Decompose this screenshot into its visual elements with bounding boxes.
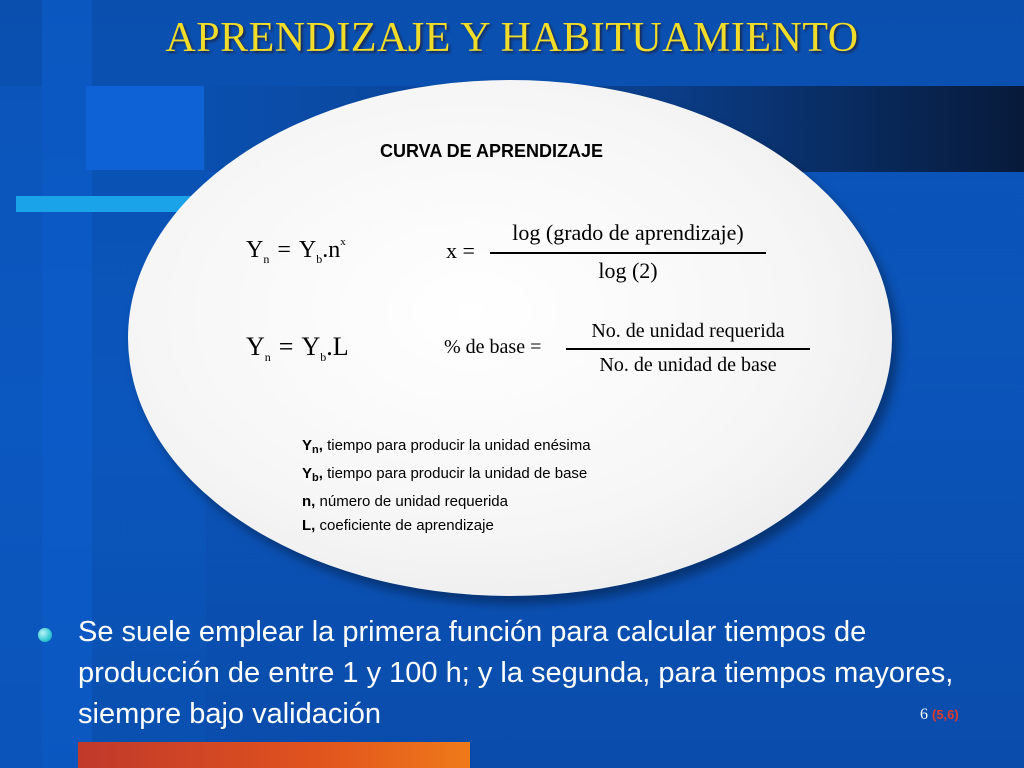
legend-item: $Y_n$, tiempo para producir la unidad enésima xyxy=(302,437,591,456)
frac2-denominator: No. de unidad de base xyxy=(599,354,777,376)
bullet-icon xyxy=(38,628,52,642)
frac2-divider xyxy=(566,348,810,350)
frac1-divider xyxy=(490,252,766,254)
legend-item: L, coeficiente de aprendizaje xyxy=(302,517,494,534)
eq2-equals: = xyxy=(278,332,294,361)
eq2-rhs-tail: .L xyxy=(326,332,349,361)
eq2-rhs: Y xyxy=(301,332,321,361)
equation-power-form xyxy=(246,236,346,267)
legend-item: n, número de unidad requerida xyxy=(302,493,508,510)
frac1-lhs: x = xyxy=(446,238,475,263)
eq1-rhs-sub: b xyxy=(316,252,323,266)
frac2-numerator: No. de unidad requerida xyxy=(591,320,785,342)
background-stripe xyxy=(0,86,42,768)
eq1-rhs-sup: x xyxy=(340,236,346,248)
eq2-lhs: Y xyxy=(246,332,265,361)
eq1-rhs-tail: .n xyxy=(322,237,341,263)
frac1-denominator: log (2) xyxy=(598,258,658,283)
eq1-equals: = xyxy=(277,237,291,263)
eq2-rhs-sub: b xyxy=(320,350,327,364)
eq2-lhs-sub: n xyxy=(264,350,271,364)
bullet-text: Se suele emplear la primera función para calcular tiempos de producción de entre 1 y 100 h; y la segunda, para tiempos mayores, siempre bajo validación xyxy=(78,616,954,730)
eq1-rhs: Y xyxy=(298,237,317,263)
equation-coefficient-form xyxy=(246,332,349,365)
page-number: 6 (5,6) xyxy=(920,706,959,723)
page-reference: (5,6) xyxy=(932,707,959,722)
decorative-square xyxy=(86,86,204,170)
eq1-lhs: Y xyxy=(246,237,264,263)
slide-title: APRENDIZAJE Y HABITUAMIENTO xyxy=(165,15,859,61)
decorative-bottom-bar xyxy=(78,742,470,768)
frac1-numerator: log (grado de aprendizaje) xyxy=(512,220,744,245)
eq1-lhs-sub: n xyxy=(263,252,270,266)
variable-legend xyxy=(302,434,591,538)
legend-item: $Y_b$, tiempo para producir la unidad de base xyxy=(302,465,588,484)
curve-title: CURVA DE APRENDIZAJE xyxy=(380,141,604,161)
frac2-lhs: % de base = xyxy=(444,336,542,358)
